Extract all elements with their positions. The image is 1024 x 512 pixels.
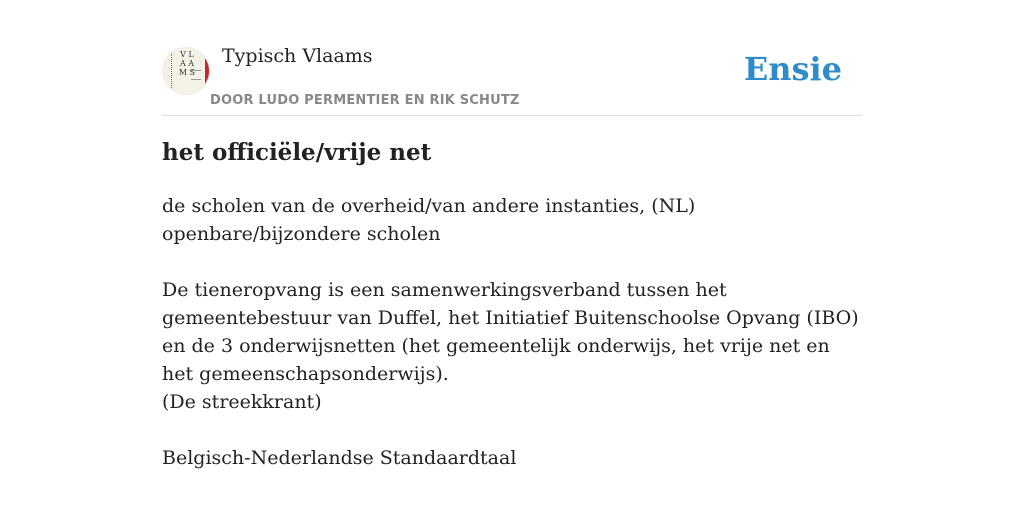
avatar[interactable] bbox=[162, 47, 210, 95]
brand-logo[interactable]: Ensie bbox=[743, 50, 842, 88]
entry-content bbox=[162, 192, 862, 472]
spacer bbox=[162, 416, 862, 444]
spacer bbox=[162, 248, 862, 276]
avatar-lines bbox=[191, 70, 201, 80]
page-title: het officiële/vrije net bbox=[162, 139, 432, 166]
example-text: De tieneropvang is een samenwerkingsverband tussen het gemeentebestuur van Duffel, het Initiatief Buitenschoolse Opvang (IBO) en de 3 onderwijsnetten (het gemeentelijk onderwijs, het vrije net en het gemeenschapsonderwijs). bbox=[162, 279, 859, 385]
register-label: Belgisch-Nederlandse Standaardtaal bbox=[162, 447, 517, 469]
definition: de scholen van de overheid/van andere instanties, (NL) openbare/bijzondere scholen bbox=[162, 195, 696, 245]
site-title[interactable]: Typisch Vlaams bbox=[222, 45, 373, 67]
header bbox=[162, 0, 862, 116]
byline: DOOR LUDO PERMENTIER EN RIK SCHUTZ bbox=[210, 93, 520, 108]
page-container bbox=[162, 0, 862, 512]
avatar-decoration bbox=[171, 52, 174, 90]
example-source: (De streekkrant) bbox=[162, 391, 322, 413]
avatar-letters: V L A A M S bbox=[178, 50, 196, 77]
avatar-accent bbox=[205, 58, 210, 86]
